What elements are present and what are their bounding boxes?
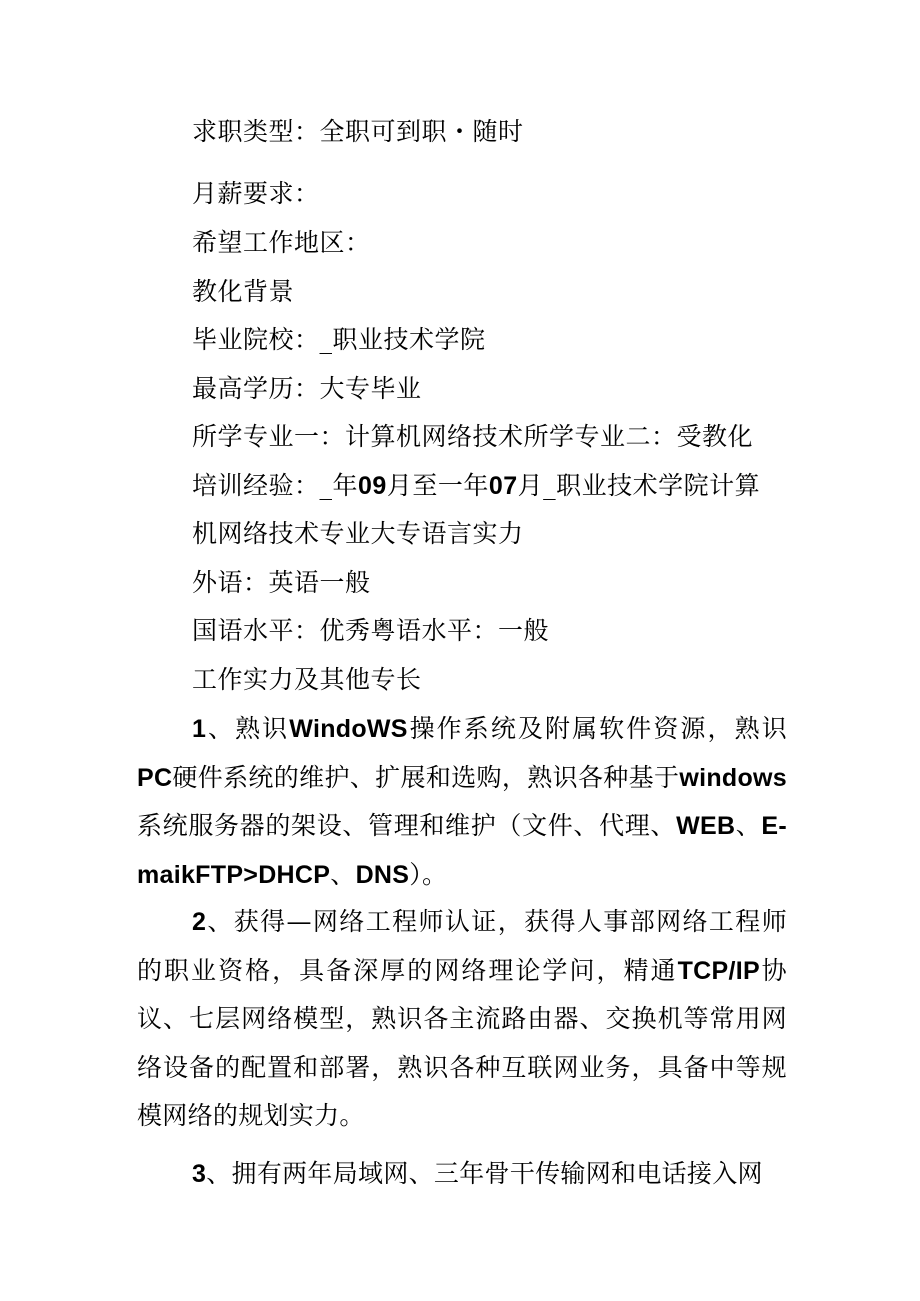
skill-paragraph-1 (137, 705, 787, 899)
training-line (192, 470, 760, 502)
paragraph-number: 2 (192, 908, 207, 936)
training-month-1: 09 (358, 472, 387, 500)
training-text-1: 培训经验：_年 (192, 471, 359, 500)
school-line: 毕业院校：_职业技术学院 (192, 325, 486, 354)
paragraph-number: 1 (192, 715, 207, 743)
skill-paragraph-3 (137, 1150, 787, 1199)
paragraph-term: E-maikFTP>DHCP (137, 812, 787, 889)
paragraph-term: windows (679, 763, 787, 792)
foreign-language-line: 外语：英语一般 (192, 568, 371, 597)
paragraph-term: WEB (676, 812, 736, 840)
training-text-3: 月_职业技术学院计算 (517, 471, 761, 500)
region-line: 希望工作地区： (192, 228, 371, 257)
job-type-line: 求职类型：全职可到职・随时 (192, 117, 524, 146)
paragraph-text: 协议、七层网络模型，熟识各主流路由器、交换机等常用网络设备的配置和部署，熟识各种互联网业务，具备中等规模网络的规划实力。 (137, 955, 787, 1130)
training-month-2: 07 (488, 472, 518, 500)
paragraph-term: DNS (355, 860, 410, 889)
education-heading: 教化背景 (192, 277, 295, 306)
skill-paragraph-2 (137, 898, 787, 1141)
paragraph-number: 3 (192, 1160, 207, 1188)
paragraph-text: 、 (735, 811, 762, 840)
paragraph-text: ）。 (409, 859, 448, 889)
skills-heading: 工作实力及其他专长 (192, 665, 422, 694)
degree-line: 最高学历：大专毕业 (192, 374, 422, 403)
paragraph-text: 、 (330, 859, 356, 889)
paragraph-text: 、拥有两年局域网、三年骨干传输网和电话接入网 (206, 1159, 763, 1188)
paragraph-term: WindoWS (289, 715, 408, 743)
paragraph-text: 、熟识 (206, 714, 290, 743)
paragraph-term: TCP/IP (677, 956, 760, 985)
mandarin-line: 国语水平：优秀粤语水平：一般 (192, 616, 550, 645)
paragraph-text: 、获得—网络工程师认证，获得人事部网络工程师的职业资格，具备深厚的网络理论学问，精通 (137, 907, 787, 985)
training-text-2: 月至一年 (386, 471, 489, 500)
paragraph-text: 操作系统及附属软件资源，熟识 (407, 714, 787, 743)
paragraph-term: PC (137, 763, 173, 792)
salary-line: 月薪要求： (192, 179, 320, 208)
training-line-cont: 机网络技术专业大专语言实力 (192, 519, 524, 548)
paragraph-text: 系统服务器的架设、管理和维护（文件、代理、 (137, 811, 677, 840)
paragraph-text: 硬件系统的维护、扩展和选购，熟识各种基于 (172, 762, 680, 792)
major-line: 所学专业一：计算机网络技术所学专业二：受教化 (192, 422, 754, 451)
